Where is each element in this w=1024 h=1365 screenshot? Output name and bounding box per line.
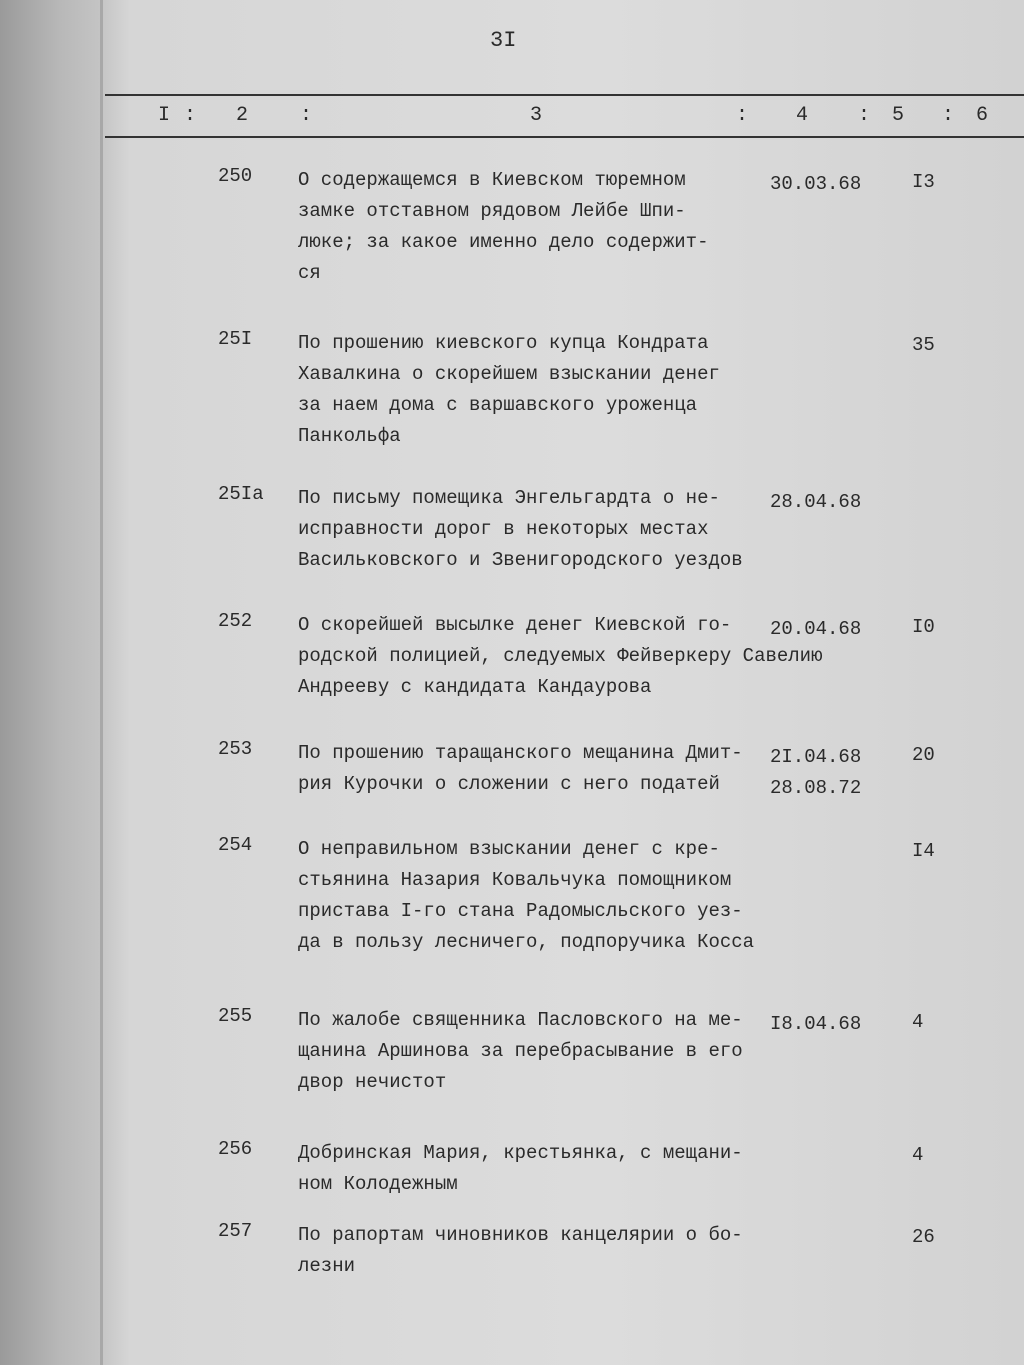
title-line: щанина Аршинова за перебрасывание в его: [298, 1040, 743, 1062]
title-line: По жалобе священника Пасловского на ме-: [298, 1009, 743, 1031]
title-line: да в пользу лесничего, подпоручика Косса: [298, 931, 755, 953]
item-title: [298, 1138, 818, 1200]
page-count: 4: [912, 1144, 924, 1166]
item-number: 256: [218, 1138, 253, 1160]
item-number: 250: [218, 165, 253, 187]
title-line: О скорейшей высылке денег Киевской го-: [298, 614, 732, 636]
title-line: двор нечистот: [298, 1071, 447, 1093]
col-header-2: 2: [236, 104, 249, 127]
item-title: [298, 1220, 818, 1282]
title-line: О содержащемся в Киевском тюремном: [298, 169, 686, 191]
page-fold: [100, 0, 103, 1365]
title-line: пристава I-го стана Радомысльского уез-: [298, 900, 743, 922]
item-title: [298, 834, 818, 958]
page-count: 26: [912, 1226, 935, 1248]
title-line: Добринская Мария, крестьянка, с мещани-: [298, 1142, 743, 1164]
item-title: [298, 328, 818, 452]
page-count: I0: [912, 616, 935, 638]
title-line: родской полицией, следуемых Фейверкеру Савелию: [298, 645, 823, 667]
title-line: стьянина Назария Ковальчука помощником: [298, 869, 732, 891]
item-number: 254: [218, 834, 253, 856]
title-line: люке; за какое именно дело содержит-: [298, 231, 709, 253]
title-line: По рапортам чиновников канцелярии о бо-: [298, 1224, 743, 1246]
col-header-3: 3: [530, 104, 543, 127]
title-line: за наем дома с варшавского уроженца: [298, 394, 698, 416]
title-line: По прошению таращанского мещанина Дмит-: [298, 742, 743, 764]
item-number: 25I: [218, 328, 253, 350]
header-bottom-rule: [105, 136, 1024, 138]
title-line: Андрееву с кандидата Кандаурова: [298, 676, 652, 698]
date: I8.04.68: [770, 1013, 862, 1035]
date: 2I.04.68: [770, 746, 862, 768]
date: 20.04.68: [770, 618, 862, 640]
col-header-1: I: [158, 104, 171, 127]
date: 28.08.72: [770, 777, 862, 799]
page-count: 20: [912, 744, 935, 766]
item-title: [298, 483, 818, 576]
title-line: О неправильном взыскании денег с кре-: [298, 838, 720, 860]
title-line: По прошению киевского купца Кондрата: [298, 332, 709, 354]
page-number: 3I: [490, 28, 517, 53]
title-line: Панкольфа: [298, 425, 401, 447]
item-dates: [770, 487, 861, 518]
item-number: 255: [218, 1005, 253, 1027]
item-title: [298, 165, 818, 289]
item-title: [298, 610, 823, 703]
item-number: 252: [218, 610, 253, 632]
title-line: рия Курочки о сложении с него податей: [298, 773, 720, 795]
item-title: [298, 738, 818, 800]
title-line: лезни: [298, 1255, 356, 1277]
item-dates: [770, 742, 861, 804]
col-header-5: 5: [892, 104, 905, 127]
item-number: 257: [218, 1220, 253, 1242]
col-header-6: 6: [976, 104, 989, 127]
title-line: Хавалкина о скорейшем взыскании денег: [298, 363, 720, 385]
page-count: I4: [912, 840, 935, 862]
item-dates: [770, 614, 861, 645]
item-number: 253: [218, 738, 253, 760]
page-count: 4: [912, 1011, 924, 1033]
title-line: По письму помещика Энгельгардта о не-: [298, 487, 720, 509]
page-count: I3: [912, 171, 935, 193]
header-top-rule: [105, 94, 1024, 96]
item-dates: [770, 169, 861, 200]
title-line: ся: [298, 262, 321, 284]
item-title: [298, 1005, 818, 1098]
col-header-4: 4: [796, 104, 809, 127]
title-line: ном Колодежным: [298, 1173, 458, 1195]
date: 30.03.68: [770, 173, 862, 195]
date: 28.04.68: [770, 491, 862, 513]
item-number: 25Iа: [218, 483, 264, 505]
title-line: Васильковского и Звенигородского уездов: [298, 549, 743, 571]
item-dates: [770, 1009, 861, 1040]
title-line: исправности дорог в некоторых местах: [298, 518, 709, 540]
page-count: 35: [912, 334, 935, 356]
title-line: замке отставном рядовом Лейбе Шпи-: [298, 200, 686, 222]
